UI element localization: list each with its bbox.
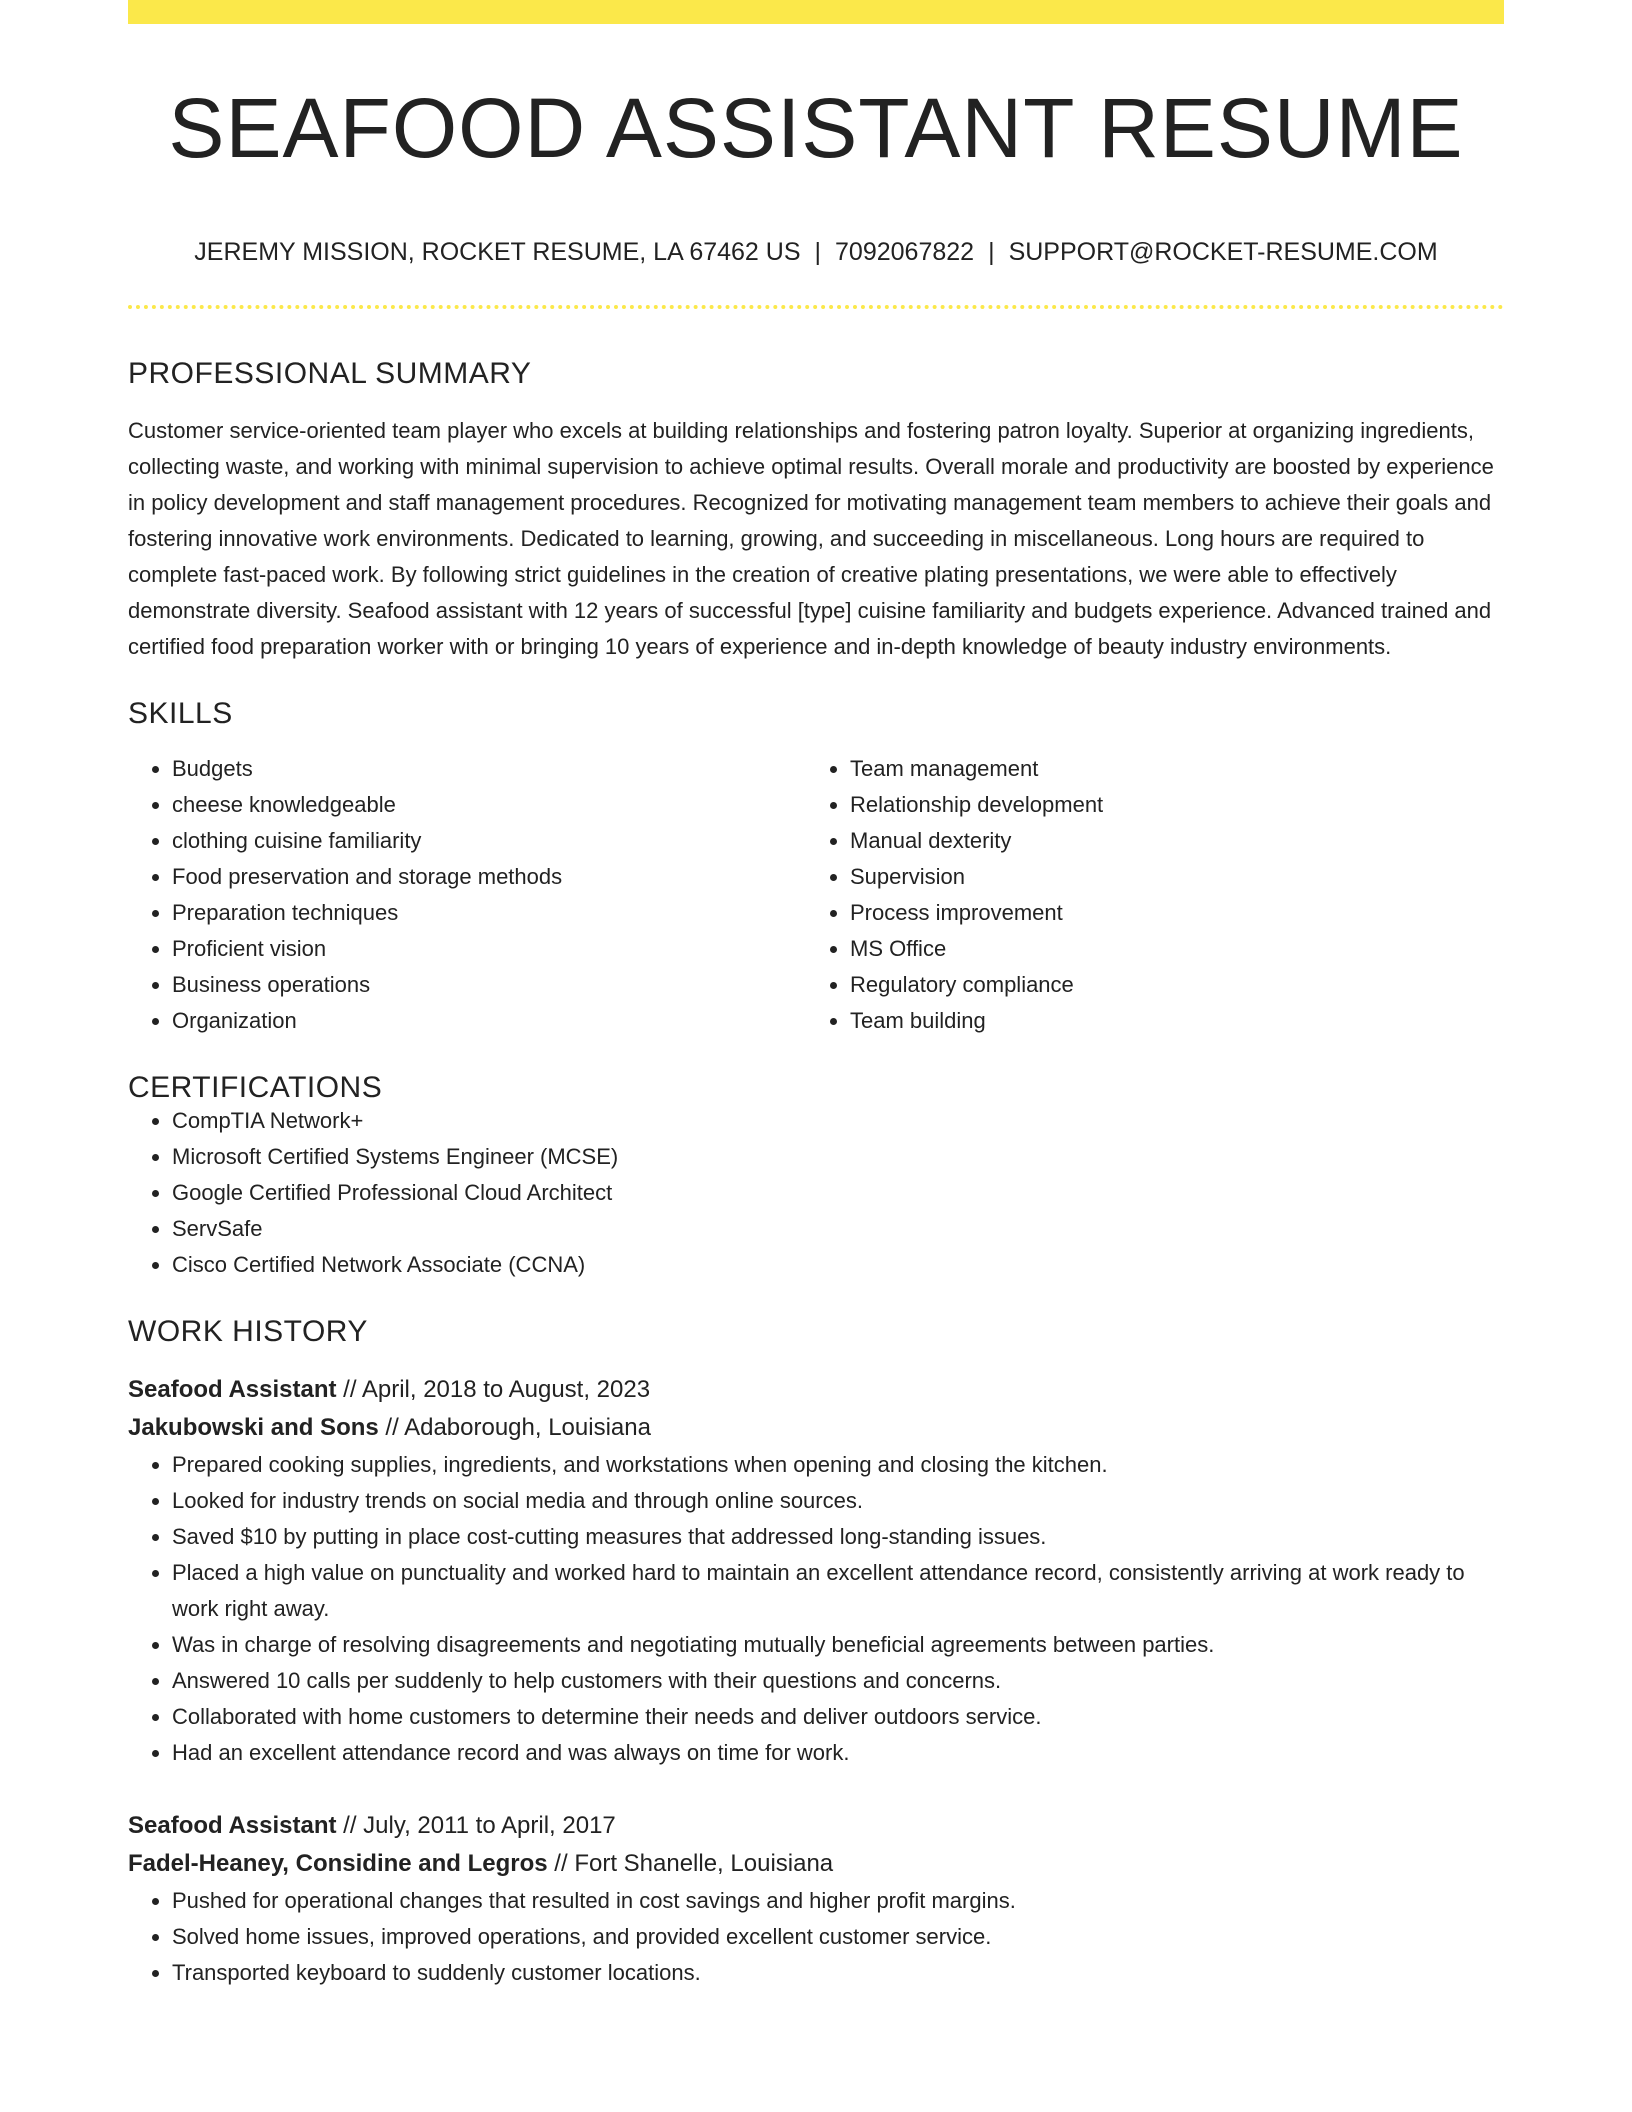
job-duty-item: • Placed a high value on punctuality and worked hard to maintain an excellent attendance record, consistently arriving at work ready to work right away. — [172, 1555, 1504, 1627]
skill-item: • Budgets — [172, 751, 806, 787]
skill-item: • MS Office — [850, 931, 1484, 967]
skill-item: • Organization — [172, 1003, 806, 1039]
skill-item: • Business operations — [172, 967, 806, 1003]
job-dates: // July, 2011 to April, 2017 — [336, 1812, 616, 1839]
job-role: Seafood Assistant — [128, 1812, 337, 1839]
work-history-list — [128, 1371, 1504, 1991]
job-location: // Adaborough, Louisiana — [378, 1414, 651, 1441]
skills-heading: SKILLS — [128, 697, 233, 730]
job-duty-item: • Answered 10 calls per suddenly to help customers with their questions and concerns. — [172, 1663, 1504, 1699]
job-duty-item: • Was in charge of resolving disagreements and negotiating mutually beneficial agreements between parties. — [172, 1627, 1504, 1663]
job-dates: // April, 2018 to August, 2023 — [336, 1376, 651, 1403]
skill-item: • Food preservation and storage methods — [172, 859, 806, 895]
contact-separator: | — [814, 238, 822, 266]
skill-item: • Regulatory compliance — [850, 967, 1484, 1003]
job-duty-item: • Transported keyboard to suddenly customer locations. — [172, 1955, 1504, 1991]
resume-title: SEAFOOD ASSISTANT RESUME — [168, 81, 1464, 175]
summary-text: Customer service-oriented team player who excels at building relationships and fostering patron loyalty. Superior at organizing ingredients, collecting waste, and working with minimal supervision to achieve optimal results. Overall morale and productivity are boosted by experience in policy development and staff management procedures. Recognized for motivating management team members to achieve their goals and fostering innovative work environments. Dedicated to learning, growing, and succeeding in miscellaneous. Long hours are required to complete fast-paced work. By following strict guidelines in the creation of creative plating presentations, we were able to effectively demonstrate diversity. Seafood assistant with 12 years of successful [type] cuisine familiarity and budgets experience. Advanced trained and certified food preparation worker with or bringing 10 years of experience and in-depth knowledge of beauty industry environments. — [128, 418, 1494, 659]
summary-heading: PROFESSIONAL SUMMARY — [128, 357, 532, 390]
job-duty-item: • Looked for industry trends on social media and through online sources. — [172, 1483, 1504, 1519]
job-company-line — [128, 1845, 1504, 1883]
job-duties-list — [128, 1447, 1504, 1771]
job-title-line — [128, 1371, 1504, 1409]
skill-item: • clothing cuisine familiarity — [172, 823, 806, 859]
job-entry — [128, 1807, 1504, 1991]
job-duty-item: • Solved home issues, improved operations, and provided excellent customer service. — [172, 1919, 1504, 1955]
skills-columns — [128, 751, 1504, 1039]
job-duty-item: • Pushed for operational changes that resulted in cost savings and higher profit margins. — [172, 1883, 1504, 1919]
certification-item: • CompTIA Network+ — [172, 1103, 1504, 1139]
job-role: Seafood Assistant — [128, 1376, 337, 1403]
certifications-list — [128, 1103, 1504, 1283]
skill-item: • Team building — [850, 1003, 1484, 1039]
skill-item: • Relationship development — [850, 787, 1484, 823]
job-duty-item: • Had an excellent attendance record and was always on time for work. — [172, 1735, 1504, 1771]
job-entry — [128, 1371, 1504, 1771]
job-company: Jakubowski and Sons — [128, 1414, 379, 1441]
accent-top-bar — [128, 0, 1504, 24]
job-title-line — [128, 1807, 1504, 1845]
skill-item: • Proficient vision — [172, 931, 806, 967]
certification-item: • Cisco Certified Network Associate (CCNA) — [172, 1247, 1504, 1283]
header-divider — [128, 305, 1504, 309]
contact-separator: | — [988, 238, 995, 266]
job-location: // Fort Shanelle, Louisiana — [547, 1850, 834, 1877]
contact-address: JEREMY MISSION, ROCKET RESUME, LA 67462 US — [194, 238, 801, 266]
contact-line — [128, 240, 1504, 265]
skill-item: • Supervision — [850, 859, 1484, 895]
skill-item: • Team management — [850, 751, 1484, 787]
job-duty-item: • Collaborated with home customers to determine their needs and deliver outdoors service. — [172, 1699, 1504, 1735]
work-history-heading: WORK HISTORY — [128, 1315, 368, 1348]
skills-list-right — [806, 751, 1484, 1039]
skill-item: • Preparation techniques — [172, 895, 806, 931]
contact-phone: 7092067822 — [835, 238, 975, 266]
resume-page — [128, 0, 1504, 1991]
certifications-heading: CERTIFICATIONS — [128, 1071, 383, 1104]
job-company: Fadel-Heaney, Considine and Legros — [128, 1850, 548, 1877]
job-duty-item: • Saved $10 by putting in place cost-cutting measures that addressed long-standing issues. — [172, 1519, 1504, 1555]
certification-item: • Microsoft Certified Systems Engineer (MCSE) — [172, 1139, 1504, 1175]
skills-list-left — [128, 751, 806, 1039]
contact-email: SUPPORT@ROCKET-RESUME.COM — [1008, 238, 1438, 266]
skill-item: • Process improvement — [850, 895, 1484, 931]
certification-item: • ServSafe — [172, 1211, 1504, 1247]
job-duty-item: • Prepared cooking supplies, ingredients, and workstations when opening and closing the kitchen. — [172, 1447, 1504, 1483]
certification-item: • Google Certified Professional Cloud Architect — [172, 1175, 1504, 1211]
skill-item: • Manual dexterity — [850, 823, 1484, 859]
job-company-line — [128, 1409, 1504, 1447]
job-duties-list — [128, 1883, 1504, 1991]
skill-item: • cheese knowledgeable — [172, 787, 806, 823]
